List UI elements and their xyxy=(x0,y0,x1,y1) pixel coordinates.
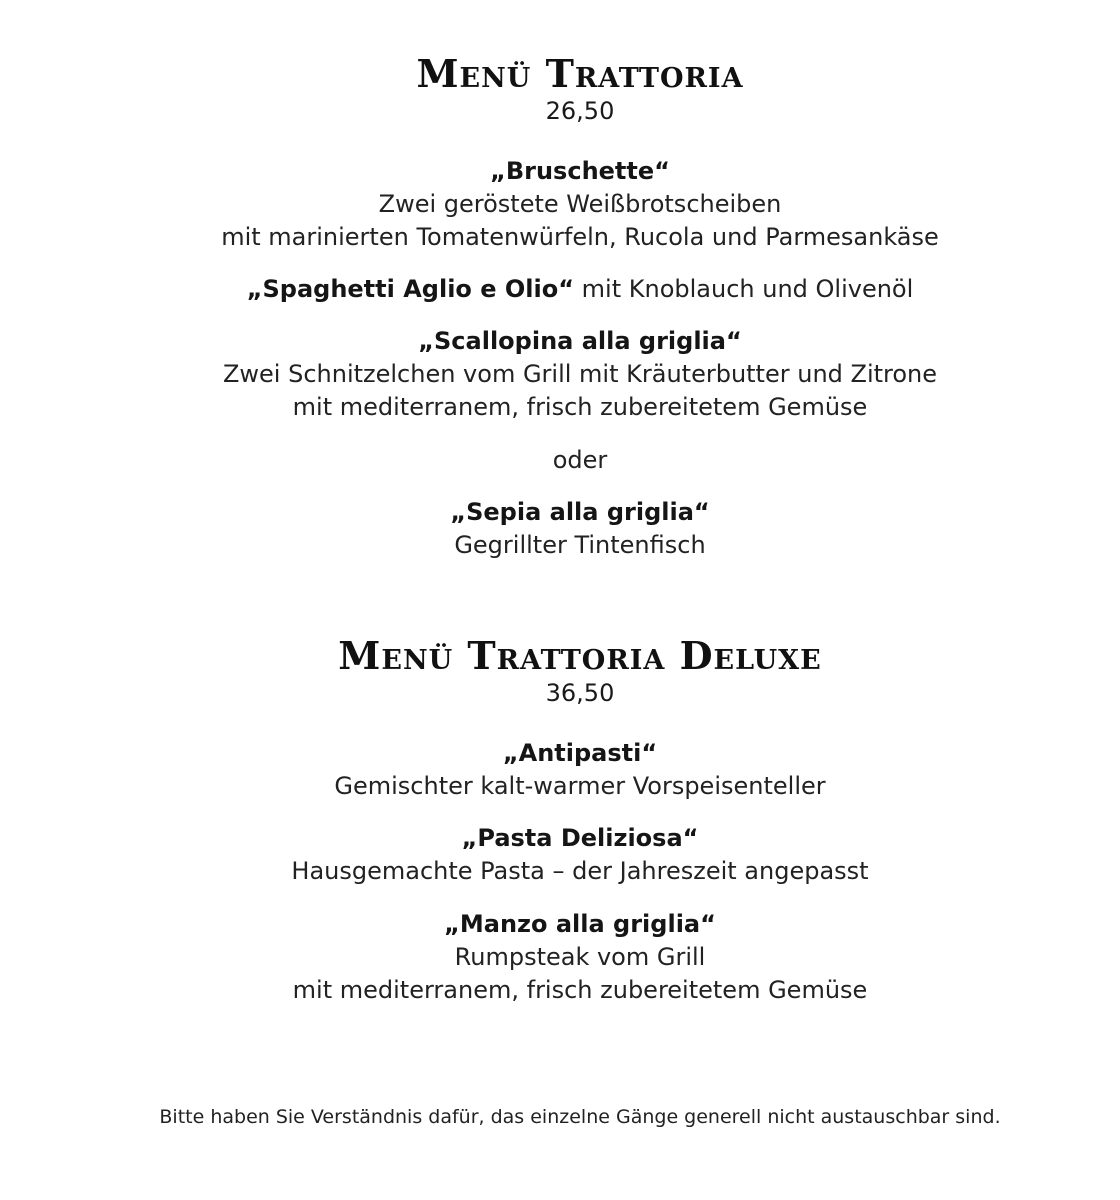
footer-note: Bitte haben Sie Verständnis dafür, das einzelne Gänge generell nicht austauschbar sind. xyxy=(159,1106,1001,1128)
course-description: mit Knoblauch und Olivenöl xyxy=(581,275,914,303)
course-name: „Bruschette“ xyxy=(490,157,670,185)
course-description-line: Gegrillter Tintenfisch xyxy=(454,531,706,559)
course-pasta xyxy=(0,822,1120,888)
separator-or: oder xyxy=(552,446,608,474)
course-name: „Antipasti“ xyxy=(502,739,658,767)
course-name: „Spaghetti Aglio e Olio“ xyxy=(246,275,575,303)
course-description-line: Rumpsteak vom Grill xyxy=(454,943,706,971)
course-scallopina xyxy=(0,325,1120,424)
course-bruschette xyxy=(0,155,1120,254)
menu-price: 36,50 xyxy=(545,679,615,707)
course-spaghetti xyxy=(0,273,1120,306)
menu-title: Menü Trattoria Deluxe xyxy=(338,633,822,678)
course-sepia xyxy=(0,496,1120,562)
course-description-line: Zwei Schnitzelchen vom Grill mit Kräuterbutter und Zitrone xyxy=(222,360,938,388)
course-description-line: Zwei geröstete Weißbrotscheiben xyxy=(378,190,782,218)
menu-price: 26,50 xyxy=(545,97,615,125)
course-description-line: mit marinierten Tomatenwürfeln, Rucola und Parmesankäse xyxy=(221,223,939,251)
menu-title: Menü Trattoria xyxy=(416,51,744,96)
course-name: „Scallopina alla griglia“ xyxy=(418,327,742,355)
course-name: „Manzo alla griglia“ xyxy=(444,910,716,938)
course-description-line: mit mediterranem, frisch zubereitetem Gemüse xyxy=(292,393,868,421)
course-manzo xyxy=(0,908,1120,1007)
course-description-line: Hausgemachte Pasta – der Jahreszeit angepasst xyxy=(291,857,869,885)
course-name: „Pasta Deliziosa“ xyxy=(461,824,699,852)
course-description-line: mit mediterranem, frisch zubereitetem Gemüse xyxy=(292,976,868,1004)
course-antipasti xyxy=(0,737,1120,803)
course-inline-row xyxy=(0,273,1120,306)
course-description-line: Gemischter kalt-warmer Vorspeisenteller xyxy=(334,772,826,800)
course-name: „Sepia alla griglia“ xyxy=(450,498,710,526)
